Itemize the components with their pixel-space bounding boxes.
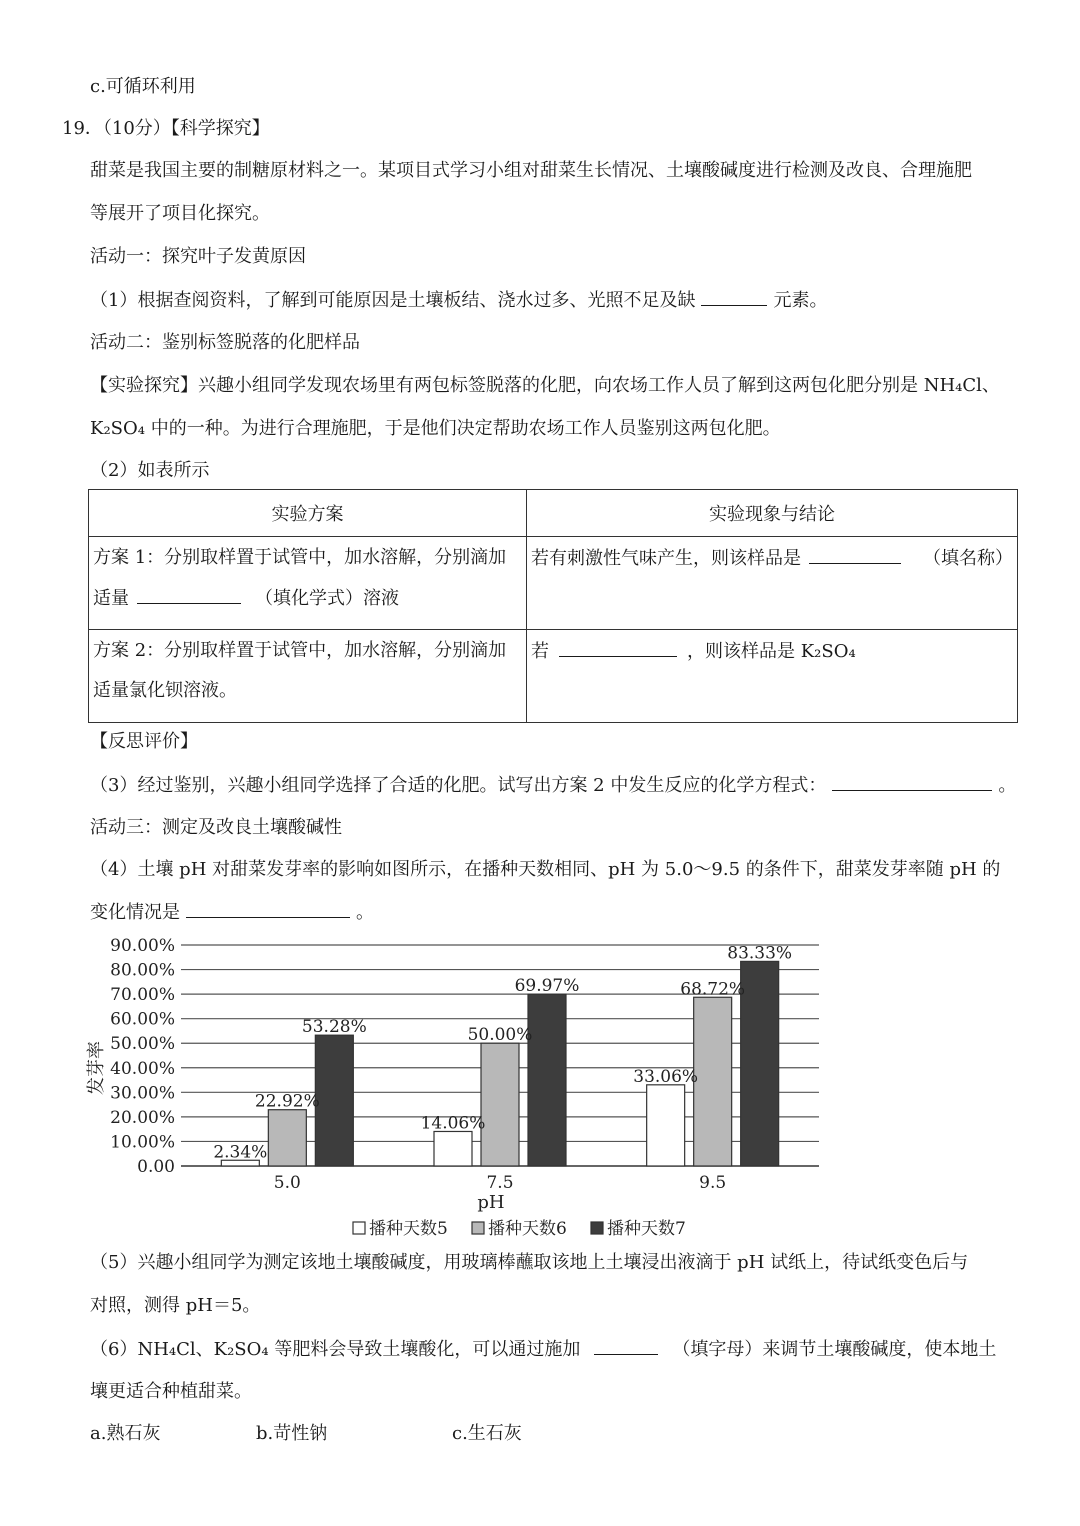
chart-y-ticks [110, 936, 175, 1177]
question-3 [90, 772, 1016, 799]
plan-2-line-1: 方案 2：分别取样置于试管中，加水溶解，分别滴加 [93, 640, 507, 661]
plan-2-line-2: 适量氯化钡溶液。 [93, 680, 237, 701]
answer-blank-4[interactable] [186, 899, 350, 918]
y-tick-label: 80.00% [110, 960, 175, 981]
answer-blank-1[interactable] [701, 287, 767, 306]
bar-value-label: 22.92% [254, 1091, 320, 1112]
answer-blank-6[interactable] [594, 1336, 658, 1355]
y-tick-label: 30.00% [110, 1083, 175, 1104]
result-1-suffix: （填名称） [923, 548, 1013, 569]
bar-value-label: 33.06% [633, 1066, 699, 1087]
chart-x-ticks [274, 1173, 726, 1193]
table-row-2-result [527, 630, 1018, 723]
question-header: 19．（10分）【科学探究】 [62, 118, 270, 139]
table-row-2-plan [89, 630, 527, 723]
question-6-text: （6）NH₄Cl、K₂SO₄ 等肥料会导致土壤酸化，可以通过施加 [90, 1339, 581, 1360]
question-2: （2）如表所示 [90, 460, 210, 481]
bar-播种天数7-7.5 [528, 994, 566, 1166]
y-tick-label: 70.00% [110, 985, 175, 1006]
experiment-line-2: K₂SO₄ 中的一种。为进行合理施肥，于是他们决定帮助农场工作人员鉴别这两包化肥。 [90, 418, 781, 439]
y-tick-label: 90.00% [110, 936, 175, 956]
question-1-text: （1）根据查阅资料，了解到可能原因是土壤板结、浇水过多、光照不足及缺 [90, 290, 696, 311]
plan-1-suffix: （填化学式）溶液 [255, 588, 399, 609]
bar-播种天数6-7.5 [481, 1043, 519, 1166]
chart-x-axis-label: pH [477, 1192, 505, 1213]
y-tick-label: 60.00% [110, 1009, 175, 1030]
answer-blank-2c[interactable] [559, 638, 677, 657]
y-tick-label: 40.00% [110, 1058, 175, 1079]
x-tick-label: 5.0 [273, 1173, 301, 1193]
table-row-1-plan [89, 537, 527, 630]
question-4-line-1: （4）土壤 pH 对甜菜发芽率的影响如图所示，在播种天数相同、pH 为 5.0～9.5 的条件下，甜菜发芽率随 pH 的 [90, 859, 1001, 880]
y-tick-label: 10.00% [110, 1132, 175, 1153]
x-tick-label: 7.5 [486, 1173, 514, 1193]
y-tick-label: 0.00 [137, 1157, 175, 1177]
option-c: c.生石灰 [452, 1423, 522, 1444]
result-2-suffix: ，则该样品是 K₂SO₄ [687, 641, 856, 662]
bar-value-label: 2.34% [213, 1142, 268, 1163]
answer-blank-3[interactable] [832, 772, 992, 791]
experiment-line-1: 【实验探究】兴趣小组同学发现农场里有两包标签脱落的化肥，向农场工作人员了解到这两包化肥分别是 NH₄Cl、 [90, 375, 1000, 396]
bar-播种天数7-5.0 [315, 1035, 353, 1166]
bar-播种天数5-9.5 [647, 1085, 685, 1166]
bar-value-label: 50.00% [467, 1025, 533, 1046]
table-header-result: 实验现象与结论 [527, 490, 1018, 537]
legend-label: 播种天数5 [369, 1219, 448, 1239]
activity-2: 活动二：鉴别标签脱落的化肥样品 [90, 332, 360, 353]
legend-swatch-2 [472, 1222, 484, 1234]
chart-y-axis-label: 发芽率 [86, 1041, 107, 1095]
intro-line-1: 甜菜是我国主要的制糖原材料之一。某项目式学习小组对甜菜生长情况、土壤酸碱度进行检测及改良、合理施肥 [90, 160, 972, 181]
question-1-suffix: 元素。 [773, 290, 828, 311]
bar-播种天数7-9.5 [741, 961, 779, 1166]
x-tick-label: 9.5 [699, 1173, 727, 1193]
question-6-suffix: （填字母）来调节土壤酸碱度，使本地土 [672, 1339, 997, 1360]
result-1-text: 若有刺激性气味产生，则该样品是 [531, 548, 801, 569]
legend-label: 播种天数6 [488, 1219, 567, 1239]
bar-播种天数6-9.5 [694, 997, 732, 1166]
intro-line-2: 等展开了项目化探究。 [90, 203, 270, 224]
activity-1: 活动一：探究叶子发黄原因 [90, 246, 306, 267]
answer-blank-2a[interactable] [137, 585, 241, 604]
chart-legend [353, 1219, 686, 1239]
bar-value-label: 53.28% [301, 1017, 367, 1038]
plan-1-prefix: 适量 [93, 588, 129, 609]
question-3-text: （3）经过鉴别，兴趣小组同学选择了合适的化肥。试写出方案 2 中发生反应的化学方程式： [90, 775, 827, 796]
result-2-prefix: 若 [531, 641, 549, 662]
experiment-table [88, 489, 1018, 723]
question-5-line-2: 对照，测得 pH＝5。 [90, 1295, 261, 1316]
prev-option: c.可循环利用 [90, 76, 196, 97]
question-4-suffix: 。 [356, 902, 374, 923]
question-6-line-1 [90, 1336, 996, 1363]
table-row-1-result [527, 537, 1018, 630]
activity-3: 活动三：测定及改良土壤酸碱性 [90, 817, 342, 838]
question-4-line-2 [90, 899, 374, 926]
result-1-line [527, 537, 1017, 572]
bar-播种天数5-7.5 [434, 1131, 472, 1166]
legend-label: 播种天数7 [607, 1219, 686, 1239]
option-b: b.苛性钠 [256, 1423, 328, 1444]
bar-value-label: 83.33% [727, 943, 793, 964]
question-3-suffix: 。 [998, 775, 1017, 796]
option-a: a.熟石灰 [90, 1423, 161, 1444]
plan-1-line-1: 方案 1：分别取样置于试管中，加水溶解，分别滴加 [93, 547, 507, 568]
y-tick-label: 20.00% [110, 1107, 175, 1128]
table-header-plan: 实验方案 [89, 490, 527, 537]
question-6-line-2: 壤更适合种植甜菜。 [90, 1381, 252, 1402]
germination-bar-chart [80, 930, 840, 1242]
y-tick-label: 50.00% [110, 1034, 175, 1055]
reflect-heading: 【反思评价】 [90, 731, 198, 752]
bar-播种天数6-5.0 [268, 1110, 306, 1166]
question-5-line-1: （5）兴趣小组同学为测定该地土壤酸碱度，用玻璃棒蘸取该地上土壤浸出液滴于 pH 试纸上，待试纸变色后与 [90, 1252, 969, 1273]
answer-blank-2b[interactable] [809, 545, 901, 564]
result-2-line [527, 630, 1017, 665]
question-4-text: 变化情况是 [90, 902, 180, 923]
question-1 [90, 287, 827, 314]
bar-value-label: 14.06% [420, 1113, 486, 1134]
bar-value-label: 68.72% [680, 979, 746, 1000]
legend-swatch-3 [591, 1222, 603, 1234]
legend-swatch-1 [353, 1222, 365, 1234]
bar-value-label: 69.97% [514, 976, 580, 997]
plan-1-line-2 [89, 571, 526, 612]
